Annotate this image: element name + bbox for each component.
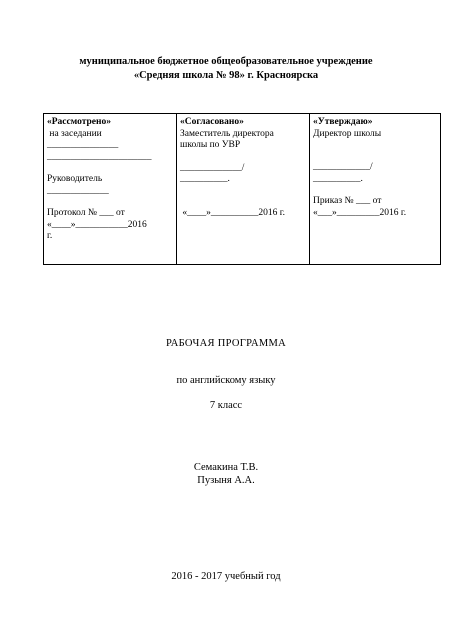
program-authors [0, 461, 452, 487]
reviewed-at-meeting: на заседании [47, 128, 102, 139]
reviewed-blank-1: _______________ [47, 140, 119, 150]
reviewed-title: «Рассмотрено» [47, 117, 111, 127]
school-year: 2016 - 2017 учебный год [171, 571, 281, 582]
reviewed-date: «____»___________2016 [47, 219, 147, 230]
reviewed-head-blank: _____________ [47, 185, 109, 196]
approved-date: «___»_________2016 г. [313, 207, 407, 218]
agreed-role-2: школы по УВР [180, 140, 241, 150]
program-grade: 7 класс [209, 400, 243, 411]
agreed-title: «Согласовано» [180, 117, 244, 127]
reviewed-year-suffix: г. [47, 231, 53, 241]
approved-title: «Утверждаю» [313, 117, 373, 127]
agreed-signature-blank: _____________/ [180, 162, 245, 173]
reviewed-protocol: Протокол № ___ от [47, 208, 125, 218]
program-subject: по английскому языку [176, 375, 276, 386]
agreed-role: Заместитель директора [180, 128, 274, 139]
program-title: РАБОЧАЯ ПРОГРАММА [165, 338, 287, 349]
school-name: «Средняя школа № 98» г. Красноярска [133, 70, 319, 81]
approved-name-blank: __________. [313, 173, 363, 184]
approval-table [43, 113, 441, 265]
approval-approved-cell [310, 114, 440, 264]
approved-order: Приказ № ___ от [313, 196, 382, 206]
reviewed-blank-2: ______________________ [47, 151, 152, 162]
author-2: Пузыня А.А. [197, 475, 255, 486]
agreed-name-blank: __________. [180, 174, 230, 184]
school-header [0, 55, 452, 83]
approval-agreed-cell [177, 114, 310, 264]
approved-signature-blank: ____________/ [313, 162, 373, 172]
reviewed-head-label: Руководитель [47, 174, 103, 184]
approval-reviewed-cell [44, 114, 177, 264]
approved-role: Директор школы [313, 128, 382, 139]
author-1: Семакина Т.В. [193, 462, 259, 473]
agreed-date: «____»__________2016 г. [180, 207, 285, 218]
school-type: муниципальное бюджетное общеобразовательное учреждение [79, 56, 373, 67]
